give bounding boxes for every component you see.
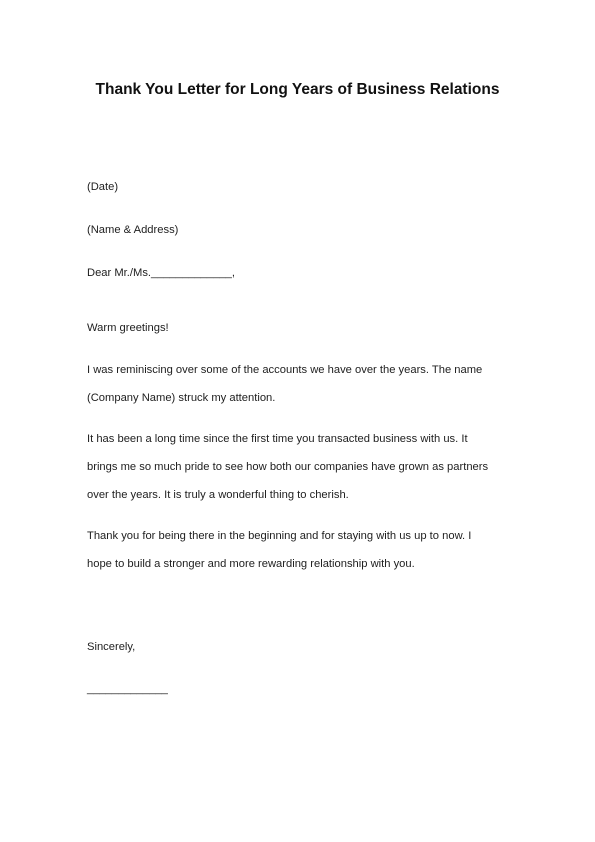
paragraph-1-line-1: I was reminiscing over some of the accounts we have over the years. The name [87, 364, 483, 376]
paragraph-2-line-1: It has been a long time since the first time you transacted business with us. It [87, 433, 468, 445]
paragraph-2-line-3: over the years. It is truly a wonderful thing to cherish. [87, 489, 349, 501]
paragraph-3-line-1: Thank you for being there in the beginning and for staying with us up to now. I [87, 530, 472, 542]
date-placeholder: (Date) [87, 181, 119, 193]
paragraph-2-line-2: brings me so much pride to see how both our companies have grown as partners [87, 461, 489, 473]
salutation: Dear Mr./Ms._____________, [87, 267, 236, 279]
recipient-address-placeholder: (Name & Address) [87, 224, 179, 236]
closing: Sincerely, [87, 641, 136, 653]
paragraph-1-line-2: (Company Name) struck my attention. [87, 392, 276, 404]
letter-title: Thank You Letter for Long Years of Business Relations [95, 81, 500, 98]
paragraph-3-line-2: hope to build a stronger and more rewarding relationship with you. [87, 558, 415, 570]
signature-line: _____________ [87, 683, 168, 695]
greeting: Warm greetings! [87, 322, 169, 334]
